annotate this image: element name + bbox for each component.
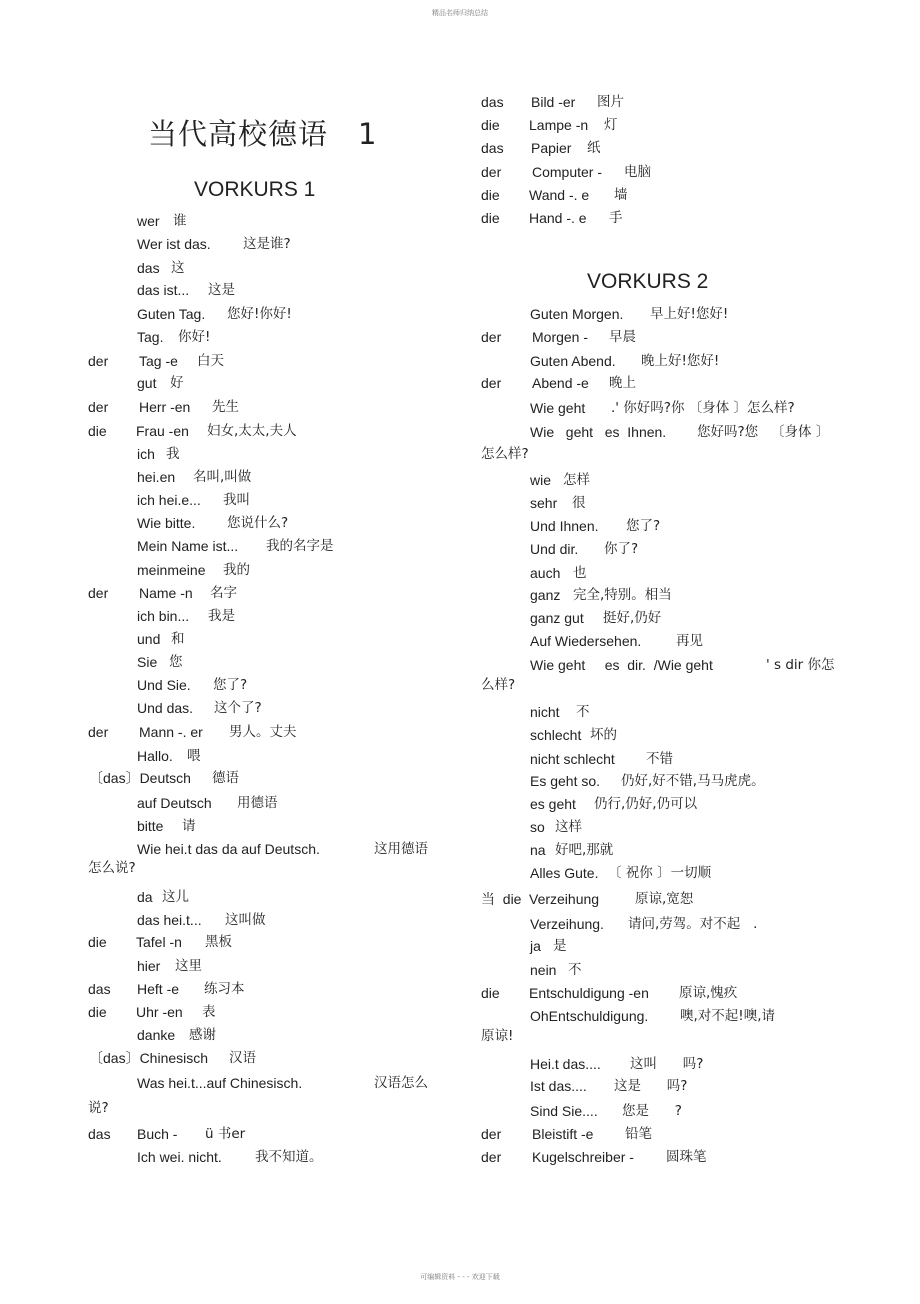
vocab-chinese-gloss: 这叫 吗? — [630, 1056, 704, 1072]
vocab-article: das — [88, 1126, 111, 1142]
vocab-article: der — [481, 1149, 502, 1165]
vocab-article: der — [481, 164, 502, 180]
vocab-german-term: Guten Tag. — [137, 306, 206, 322]
vocab-german-term: so — [530, 819, 545, 835]
vocab-german-term: Und dir. — [530, 541, 579, 557]
vocab-article: 〔das〕Deutsch — [89, 770, 191, 786]
vocab-chinese-gloss: 完全,特别。相当 — [573, 587, 672, 603]
vocab-german-term: hei.en — [137, 469, 176, 485]
vocab-german-term: Entschuldigung -en — [529, 985, 649, 1001]
vocab-article: der — [481, 329, 502, 345]
vocab-chinese-gloss: 早晨 — [609, 329, 636, 345]
vocab-chinese-gloss: 我不知道。 — [255, 1149, 323, 1165]
vocab-german-term: Wie geht — [530, 400, 586, 416]
vocab-german-term: das hei.t... — [137, 912, 202, 928]
vocab-chinese-gloss: 先生 — [212, 399, 239, 415]
vocab-german-term: Uhr -en — [136, 1004, 183, 1020]
vocab-chinese-gloss: .' 你好吗?你 〔身体 〕怎么样? — [611, 400, 795, 416]
vocab-german-term: Und Sie. — [137, 677, 191, 693]
vocab-chinese-gloss: 练习本 — [204, 981, 245, 997]
vocab-chinese-gloss: 我叫 — [223, 492, 250, 508]
vocab-chinese-gloss: 德语 — [212, 770, 239, 786]
vocab-chinese-gloss: 纸 — [587, 140, 601, 156]
vocab-chinese-gloss: 您是 ? — [622, 1103, 682, 1119]
vocab-chinese-gloss: 汉语 — [229, 1050, 256, 1066]
vocab-chinese-gloss: 电脑 — [624, 164, 651, 180]
vocab-german-term: nicht schlecht — [530, 751, 615, 767]
vocab-chinese-gloss: 这样 — [555, 819, 582, 835]
vocab-chinese-gloss: 这叫做 — [225, 912, 266, 928]
vocab-german-term: Hei.t das.... — [530, 1056, 601, 1072]
page-footer-watermark: 可编辑资料 - - - 欢迎下载 — [420, 1273, 500, 1281]
vocab-article: das — [481, 140, 504, 156]
vocab-wrapped-text: 说? — [88, 1100, 109, 1116]
vocab-article: die — [481, 985, 500, 1001]
vocab-german-term: Es geht so. — [530, 773, 601, 789]
vocab-german-term: hier — [137, 958, 161, 974]
vocab-chinese-gloss: 这 — [171, 260, 185, 276]
vocab-german-term: Was hei.t...auf Chinesisch. — [137, 1075, 303, 1091]
vocab-chinese-gloss: 再见 — [676, 633, 703, 649]
vocab-german-term: gut — [137, 375, 157, 391]
vocab-german-term: Wand -. e — [529, 187, 590, 203]
vocab-chinese-gloss: 这儿 — [162, 889, 189, 905]
vocab-german-term: ganz gut — [530, 610, 584, 626]
vocab-chinese-gloss: 和 — [171, 631, 185, 647]
vocab-german-term: Wer ist das. — [137, 236, 211, 252]
vocab-german-term: Wie geht es dir. /Wie geht — [530, 657, 713, 673]
vocab-german-term: das — [137, 260, 160, 276]
vocab-german-term: Tag. — [137, 329, 164, 345]
vocab-chinese-gloss: 我是 — [208, 608, 235, 624]
vocab-chinese-gloss: 也 — [573, 565, 587, 581]
vocab-chinese-gloss: 汉语怎么 — [374, 1075, 428, 1091]
vocab-german-term: Und Ihnen. — [530, 518, 599, 534]
vocab-chinese-gloss: 圆珠笔 — [666, 1149, 707, 1165]
vocab-chinese-gloss: 这是谁? — [243, 236, 291, 252]
vocab-german-term: Tafel -n — [136, 934, 182, 950]
vocab-german-term: Kugelschreiber - — [532, 1149, 634, 1165]
vocab-chinese-gloss: 名字 — [210, 585, 237, 601]
vocab-wrapped-text: 怎么样? — [481, 446, 529, 462]
vocab-article: der — [88, 585, 109, 601]
vocab-chinese-gloss: 噢,对不起!噢,请 — [680, 1008, 775, 1024]
vocab-chinese-gloss: 名叫,叫做 — [193, 469, 252, 485]
vocab-article: der — [88, 399, 109, 415]
vocab-german-term: nicht — [530, 704, 560, 720]
vocab-german-term: es geht — [530, 796, 576, 812]
vocab-chinese-gloss: 男人。丈夫 — [229, 724, 297, 740]
vocab-chinese-gloss: 原谅,宽恕 — [635, 891, 694, 907]
vocab-chinese-gloss: 好 — [170, 375, 184, 391]
vocab-chinese-gloss: 仍行,仍好,仍可以 — [594, 796, 698, 812]
vocab-german-term: wer — [137, 213, 160, 229]
vocab-german-term: danke — [137, 1027, 176, 1043]
vocab-article: die — [481, 187, 500, 203]
vocab-chinese-gloss: 图片 — [597, 94, 624, 110]
vocab-chinese-gloss: 这里 — [175, 958, 202, 974]
vocab-chinese-gloss: 原谅,愧疚 — [679, 985, 738, 1001]
vocab-german-term: Sind Sie.... — [530, 1103, 598, 1119]
vocab-chinese-gloss: 铅笔 — [625, 1126, 652, 1142]
section-heading-vorkurs-2: VORKURS 2 — [587, 270, 709, 293]
vocab-chinese-gloss: 晚上好!您好! — [641, 353, 720, 369]
vocab-german-term: Guten Abend. — [530, 353, 616, 369]
vocab-chinese-gloss: 这用德语 — [374, 841, 428, 857]
vocab-german-term: das ist... — [137, 282, 190, 298]
vocab-chinese-gloss: 您好吗?您 〔身体 〕 — [697, 424, 830, 440]
vocab-chinese-gloss: 白天 — [197, 353, 224, 369]
vocab-german-term: ganz — [530, 587, 561, 603]
vocab-chinese-gloss: 您了? — [626, 518, 661, 534]
vocab-german-term: Heft -e — [137, 981, 180, 997]
vocab-chinese-gloss: 不错 — [646, 751, 673, 767]
vocab-chinese-gloss: 手 — [609, 210, 623, 226]
vocab-chinese-gloss: 黑板 — [205, 934, 232, 950]
vocab-chinese-gloss: 感谢 — [189, 1027, 216, 1043]
vocab-german-term: Und das. — [137, 700, 194, 716]
title-number: 1 — [358, 117, 378, 151]
vocab-article: der — [88, 724, 109, 740]
vocab-german-term: Lampe -n — [529, 117, 589, 133]
vocab-chinese-gloss: 好吧,那就 — [555, 842, 614, 858]
vocab-german-term: Ich wei. nicht. — [137, 1149, 222, 1165]
vocab-german-term: ich bin... — [137, 608, 190, 624]
vocab-german-term: Computer - — [532, 164, 603, 180]
vocab-german-term: Papier — [531, 140, 572, 156]
vocab-chinese-gloss: 是 — [553, 938, 567, 954]
vocab-chinese-gloss: 请问,劳驾。对不起 . — [628, 916, 758, 932]
vocab-chinese-gloss: 这是 吗? — [614, 1078, 688, 1094]
vocab-article: die — [88, 423, 107, 439]
vocab-german-term: Frau -en — [136, 423, 189, 439]
vocab-article: 当 die — [481, 891, 522, 907]
vocab-german-term: Guten Morgen. — [530, 306, 624, 322]
vocab-german-term: nein — [530, 962, 557, 978]
vocab-chinese-gloss: 怎样 — [563, 472, 590, 488]
vocab-german-term: Alles Gute. — [530, 865, 599, 881]
vocab-german-term: sehr — [530, 495, 558, 511]
vocab-german-term: na — [530, 842, 546, 858]
vocab-chinese-gloss: ' s dir 你怎 — [766, 657, 835, 673]
vocab-german-term: auf Deutsch — [137, 795, 212, 811]
vocab-chinese-gloss: 您 — [169, 654, 183, 670]
vocab-chinese-gloss: 〔 祝你 〕一切顺 — [608, 865, 712, 881]
vocab-article: 〔das〕Chinesisch — [89, 1050, 209, 1066]
vocab-german-term: da — [137, 889, 153, 905]
vocab-german-term: Sie — [137, 654, 158, 670]
vocab-german-term: Bild -er — [531, 94, 576, 110]
vocab-german-term: Auf Wiedersehen. — [530, 633, 642, 649]
vocab-article: das — [88, 981, 111, 997]
vocab-chinese-gloss: 这是 — [208, 282, 235, 298]
vocab-chinese-gloss: 您了? — [213, 677, 248, 693]
vocab-german-term: meinmeine — [137, 562, 206, 578]
vocab-chinese-gloss: 早上好!您好! — [650, 306, 729, 322]
vocab-german-term: OhEntschuldigung. — [530, 1008, 649, 1024]
vocab-chinese-gloss: 墙 — [614, 187, 628, 203]
vocab-chinese-gloss: 很 — [572, 495, 586, 511]
title-text: 当代高校德语 — [148, 117, 329, 151]
vocab-chinese-gloss: ü 书er — [205, 1126, 246, 1142]
vocab-chinese-gloss: 灯 — [604, 117, 618, 133]
vocab-chinese-gloss: 不 — [576, 704, 590, 720]
vocab-german-term: Herr -en — [139, 399, 191, 415]
vocab-chinese-gloss: 这个了? — [214, 700, 262, 716]
vocab-german-term: ich hei.e... — [137, 492, 201, 508]
vocab-article: das — [481, 94, 504, 110]
vocab-german-term: Name -n — [139, 585, 193, 601]
vocab-german-term: schlecht — [530, 727, 582, 743]
vocab-chinese-gloss: 我的 — [223, 562, 250, 578]
vocab-german-term: Hand -. e — [529, 210, 587, 226]
vocab-german-term: Abend -e — [532, 375, 589, 391]
vocab-chinese-gloss: 表 — [202, 1004, 216, 1020]
vocab-german-term: auch — [530, 565, 561, 581]
document-title — [148, 112, 377, 153]
vocab-german-term: bitte — [137, 818, 164, 834]
vocab-german-term: Bleistift -e — [532, 1126, 594, 1142]
vocab-german-term: Ist das.... — [530, 1078, 587, 1094]
vocab-chinese-gloss: 仍好,好不错,马马虎虎。 — [621, 773, 765, 789]
vocab-chinese-gloss: 您说什么? — [227, 515, 289, 531]
vocab-german-term: ja — [530, 938, 541, 954]
vocab-german-term: Morgen - — [532, 329, 589, 345]
vocab-wrapped-text: 怎么说? — [88, 860, 136, 876]
vocab-german-term: Hallo. — [137, 748, 173, 764]
vocab-article: die — [88, 1004, 107, 1020]
vocab-wrapped-text: 原谅! — [481, 1028, 514, 1044]
vocab-article: der — [88, 353, 109, 369]
vocab-chinese-gloss: 您好!你好! — [227, 306, 292, 322]
vocab-chinese-gloss: 我的名字是 — [266, 538, 334, 554]
vocab-article: die — [481, 117, 500, 133]
vocab-german-term: Tag -e — [139, 353, 178, 369]
vocab-chinese-gloss: 不 — [568, 962, 582, 978]
vocab-chinese-gloss: 用德语 — [237, 795, 278, 811]
vocab-german-term: Wie bitte. — [137, 515, 196, 531]
vocab-wrapped-text: 么样? — [481, 677, 516, 693]
vocab-article: die — [88, 934, 107, 950]
vocab-german-term: Verzeihung — [529, 891, 600, 907]
vocab-chinese-gloss: 你了? — [604, 541, 639, 557]
vocab-chinese-gloss: 谁 — [173, 213, 187, 229]
vocab-chinese-gloss: 坏的 — [590, 727, 617, 743]
section-heading-vorkurs-1: VORKURS 1 — [194, 178, 316, 201]
vocab-german-term: Buch - — [137, 1126, 178, 1142]
vocab-german-term: wie — [530, 472, 552, 488]
vocab-german-term: Mann -. er — [139, 724, 203, 740]
vocab-article: die — [481, 210, 500, 226]
vocab-article: der — [481, 375, 502, 391]
vocab-german-term: Wie hei.t das da auf Deutsch. — [137, 841, 320, 857]
vocab-german-term: Wie geht es Ihnen. — [530, 424, 667, 440]
vocab-german-term: ich — [137, 446, 155, 462]
vocab-german-term: Mein Name ist... — [137, 538, 239, 554]
vocab-chinese-gloss: 我 — [166, 446, 180, 462]
vocab-article: der — [481, 1126, 502, 1142]
vocab-chinese-gloss: 妇女,太太,夫人 — [207, 423, 297, 439]
vocab-chinese-gloss: 挺好,仍好 — [603, 610, 662, 626]
vocab-chinese-gloss: 喂 — [187, 748, 201, 764]
vocab-chinese-gloss: 请 — [182, 818, 196, 834]
vocab-german-term: Verzeihung. — [530, 916, 604, 932]
vocab-german-term: und — [137, 631, 161, 647]
vocab-chinese-gloss: 晚上 — [609, 375, 636, 391]
vocab-chinese-gloss: 你好! — [178, 329, 211, 345]
page-header-watermark: 精品名师归纳总结 — [432, 9, 488, 17]
